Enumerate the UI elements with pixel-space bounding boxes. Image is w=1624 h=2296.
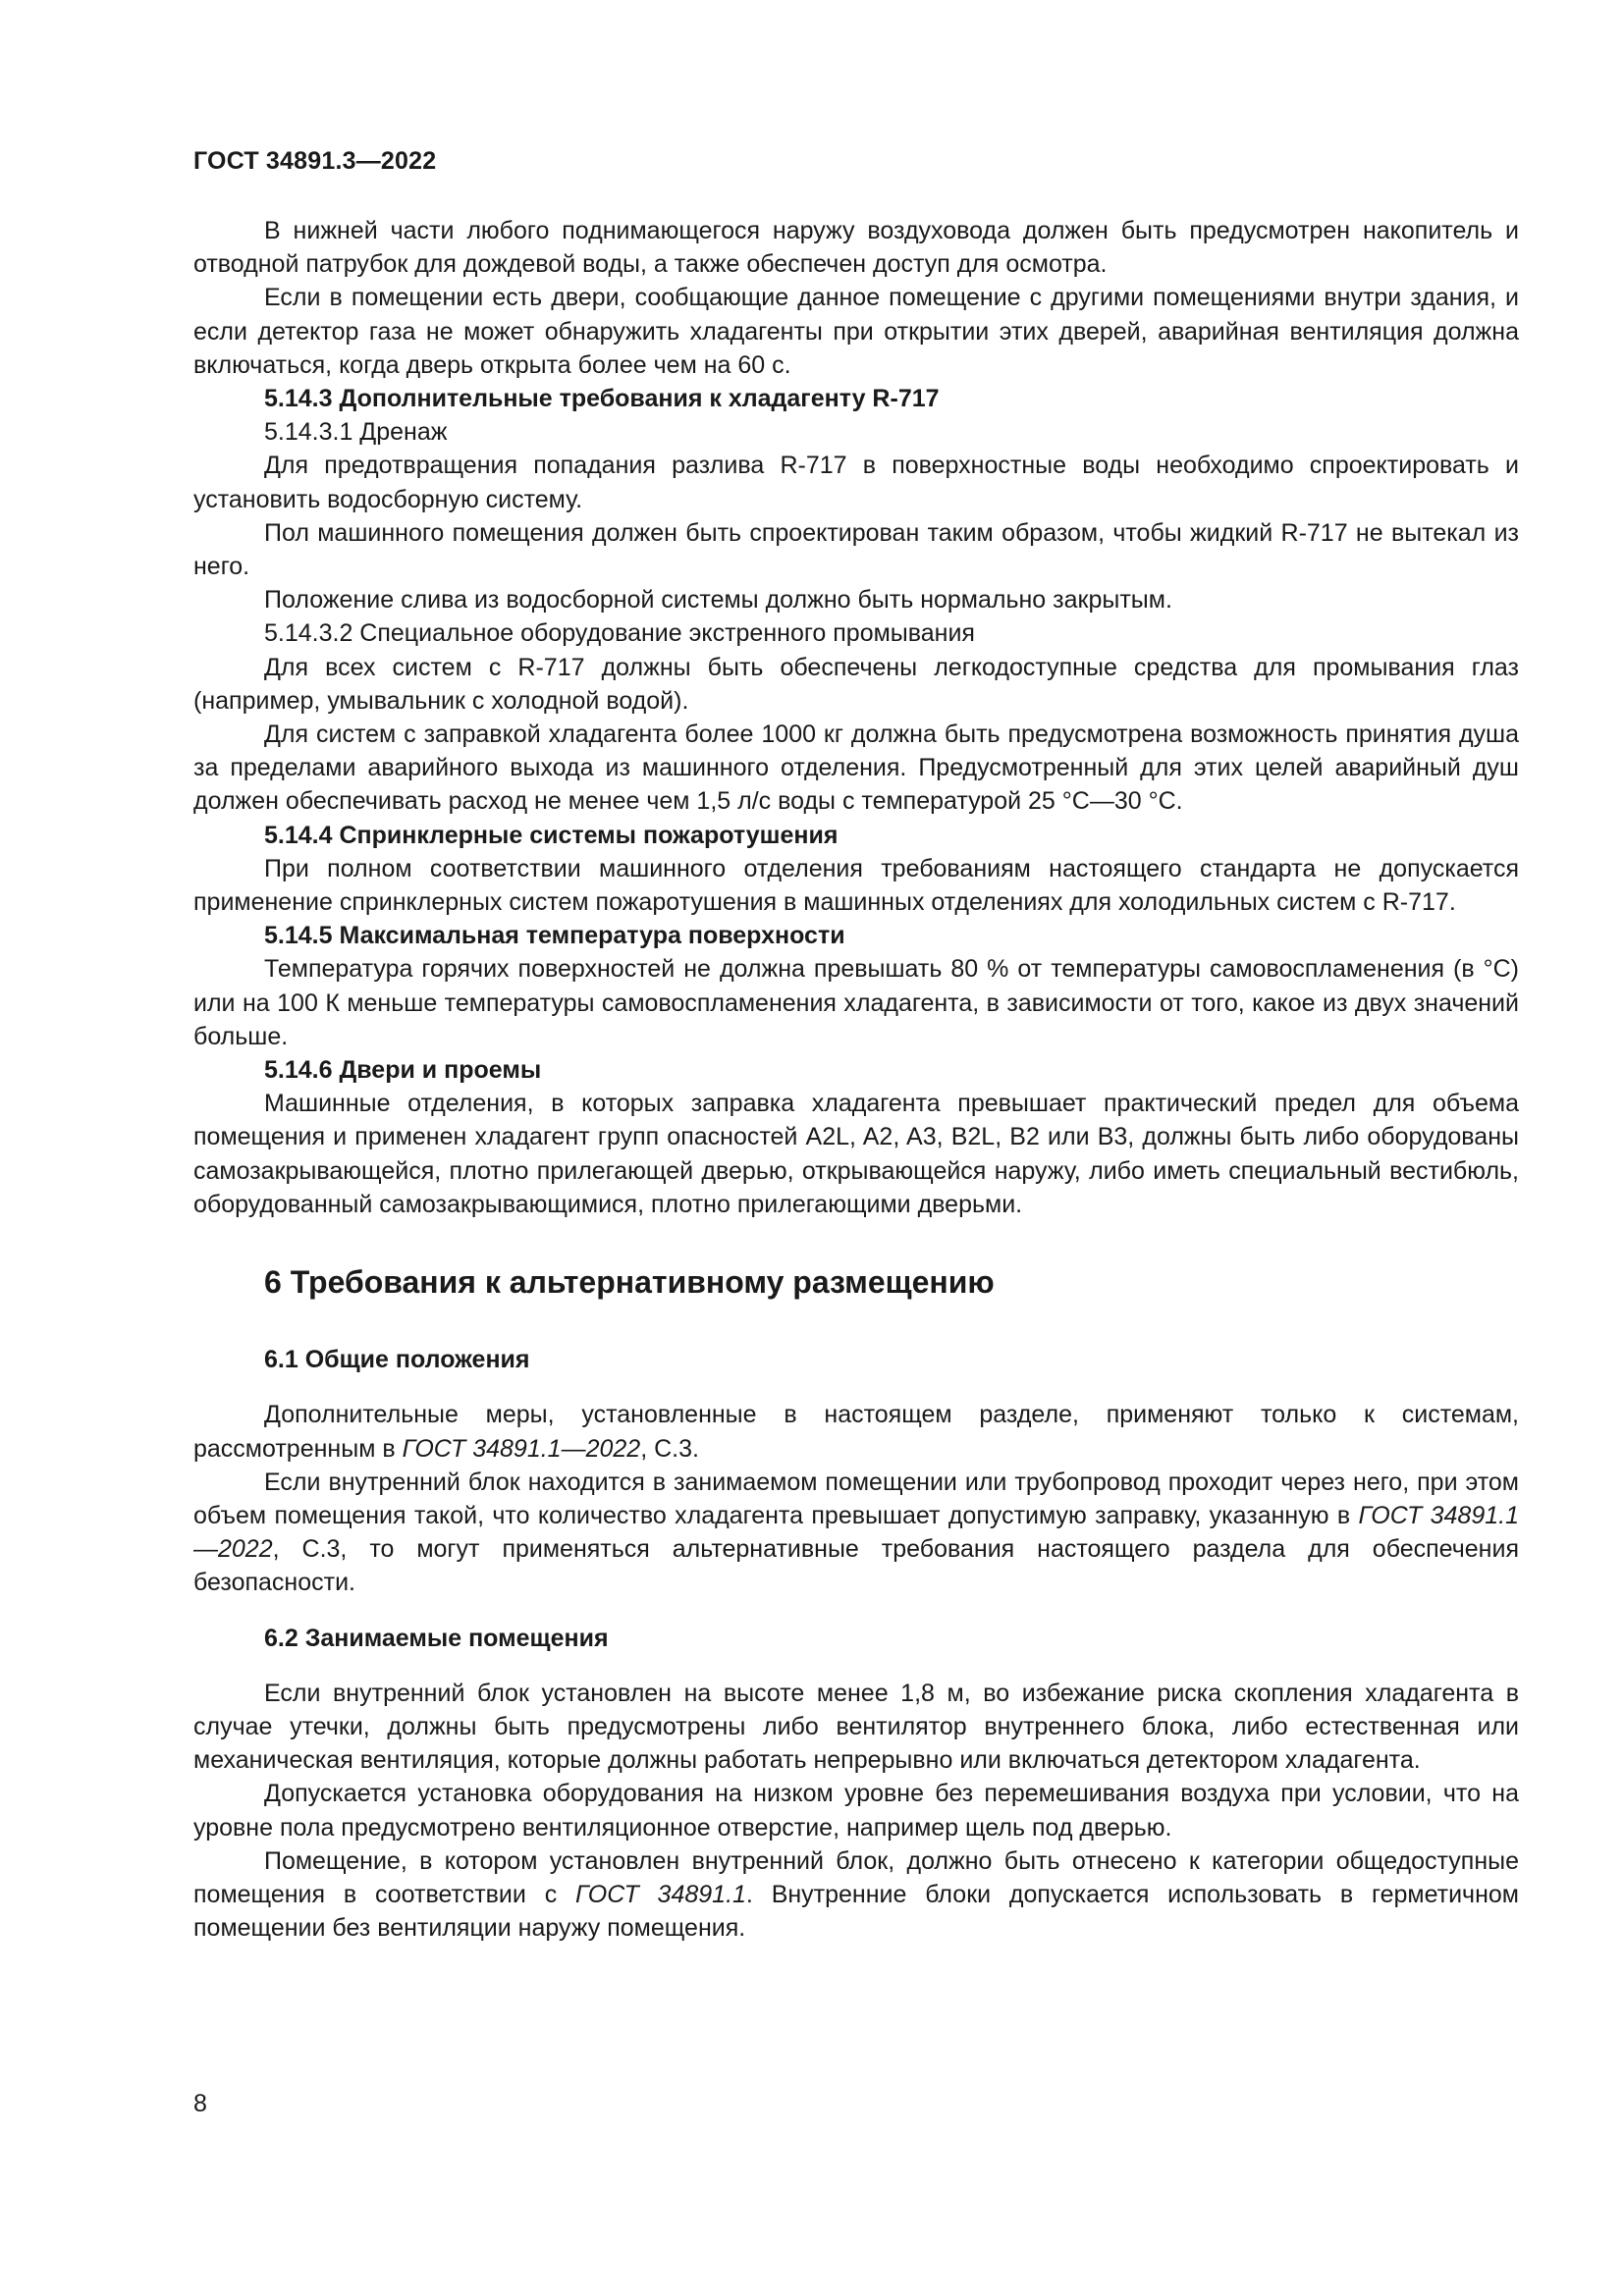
subsection-heading-5-14-3-1: 5.14.3.1 Дренаж <box>264 418 448 447</box>
document-body <box>193 214 1519 1945</box>
section-heading-5-14-3: 5.14.3 Дополнительные требования к хладагенту R-717 <box>264 385 940 413</box>
section-heading-5-14-4: 5.14.4 Спринклерные системы пожаротушения <box>264 821 839 849</box>
section-heading-5-14-5: 5.14.5 Максимальная температура поверхности <box>264 922 845 950</box>
paragraph: В нижней части любого поднимающегося наружу воздуховода должен быть предусмотрен накопитель и отводной патрубок для дождевой воды, а также обеспечен доступ для осмотра. <box>193 217 1519 279</box>
paragraph: Если внутренний блок установлен на высоте менее 1,8 м, во избежание риска скопления хладагента в случае утечки, должны быть предусмотрены либо вентилятор внутреннего блока, либо естественная или механическая вентиляция, которые должны работать непрерывно или включаться детектором хладагента. <box>193 1679 1519 1775</box>
standard-reference: ГОСТ 34891.1 <box>575 1880 746 1908</box>
paragraph: Если в помещении есть двери, сообщающие данное помещение с другими помещениями внутри здания, и если детектор газа не может обнаружить хладагенты при открытии этих дверей, аварийная вентиляция должна включаться, когда дверь открыта более чем на 60 с. <box>193 284 1519 379</box>
paragraph-text: Помещение, в котором установлен внутренний блок, должно быть отнесено к категории общедоступные помещения в соответствии с <box>193 1846 1519 1908</box>
paragraph: Допускается установка оборудования на низком уровне без перемешивания воздуха при условии, что на уровне пола предусмотрено вентиляционное отверстие, например щель под дверью. <box>193 1780 1519 1842</box>
paragraph <box>193 1466 1519 1600</box>
paragraph-text: Если внутренний блок находится в занимаемом помещении или трубопровод проходит через него, при этом объем помещения такой, что количество хладагента превышает допустимую заправку, указанную в <box>193 1468 1519 1529</box>
standard-reference: ГОСТ 34891.1—2022 <box>402 1434 641 1463</box>
paragraph-text: . Внутренние блоки допускается использовать в герметичном помещении без вентиляции наружу помещения. <box>193 1880 1519 1943</box>
paragraph: При полном соответствии машинного отделения требованиям настоящего стандарта не допускается применение спринклерных систем пожаротушения в машинных отделениях для холодильных систем с R-717. <box>193 854 1519 917</box>
page-number: 8 <box>193 2090 207 2117</box>
paragraph-text: , С.3. <box>640 1434 699 1463</box>
paragraph: Пол машинного помещения должен быть спроектирован таким образом, чтобы жидкий R-717 не вытекал из него. <box>193 518 1519 581</box>
section-heading-5-14-6: 5.14.6 Двери и проемы <box>264 1056 542 1085</box>
paragraph <box>193 1844 1519 1946</box>
paragraph: Для всех систем с R-717 должны быть обеспечены легкодоступные средства для промывания глаз (например, умывальник с холодной водой). <box>193 653 1519 715</box>
standard-reference: ГОСТ 34891.1—2022 <box>193 1501 1519 1564</box>
chapter-heading-6: 6 Требования к альтернативному размещению <box>264 1264 995 1301</box>
paragraph <box>193 1398 1519 1465</box>
subsection-heading-5-14-3-2: 5.14.3.2 Специальное оборудование экстренного промывания <box>264 619 975 648</box>
paragraph: Машинные отделения, в которых заправка хладагента превышает практический предел для объема помещения и применен хладагент групп опасностей A2L, A2, A3, B2L, B2 или B3, должны быть либо оборудованы самозакрывающейся, плотно прилегающей дверью, открывающейся наружу, либо иметь специальный вестибюль, оборудованный самозакрывающимися, плотно прилегающими дверьми. <box>193 1090 1519 1218</box>
spacer <box>193 1600 1519 1622</box>
paragraph: Температура горячих поверхностей не должна превышать 80 % от температуры самовоспламенения (в °C) или на 100 К меньше температуры самовоспламенения хладагента, в зависимости от того, какое из двух значений больше. <box>193 955 1519 1050</box>
paragraph-text: , С.3, то могут применяться альтернативные требования настоящего раздела для обеспечения безопасности. <box>193 1535 1519 1597</box>
paragraph-text: Дополнительные меры, установленные в настоящем разделе, применяют только к системам, рассмотренным в <box>193 1401 1519 1463</box>
paragraph: Положение слива из водосборной системы должно быть нормально закрытым. <box>264 586 1172 614</box>
section-heading-6-2: 6.2 Занимаемые помещения <box>264 1624 609 1652</box>
document-header: ГОСТ 34891.3—2022 <box>193 147 437 175</box>
section-heading-6-1: 6.1 Общие положения <box>264 1346 530 1374</box>
paragraph: Для предотвращения попадания разлива R-717 в поверхностные воды необходимо спроектировать и установить водосборную систему. <box>193 452 1519 513</box>
paragraph: Для систем с заправкой хладагента более 1000 кг должна быть предусмотрена возможность принятия душа за пределами аварийного выхода из машинного отделения. Предусмотренный для этих целей аварийный душ должен обеспечивать расход не менее чем 1,5 л/с воды с температурой 25 °C—30 °C. <box>193 721 1519 816</box>
